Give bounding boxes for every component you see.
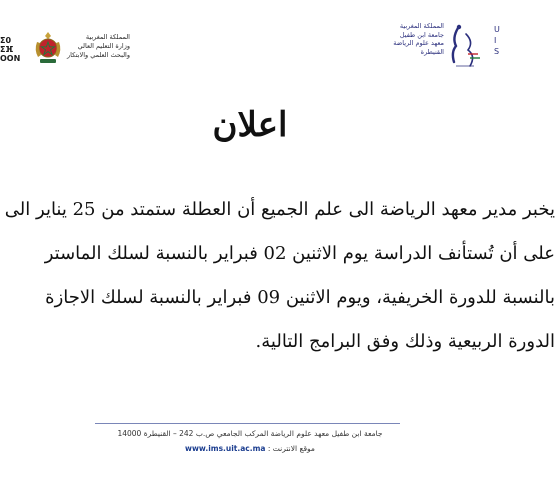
abbrev-line-1: U bbox=[494, 25, 500, 34]
notice-line-2: على أن تُستأنف الدراسة يوم الاثنين 02 فبراير بالنسبة لسلك الماستر bbox=[44, 243, 555, 264]
code-line-2: ⵉⴼ bbox=[0, 45, 14, 54]
institute-name bbox=[378, 22, 444, 56]
notice-line-1: يخبر مدير معهد الرياضة الى علم الجميع أن العطلة ستمتد من 25 يناير الى bbox=[4, 199, 555, 220]
notice-title: اعلان bbox=[212, 105, 288, 145]
institute-emblem-icon bbox=[448, 24, 482, 70]
ministry-tifinagh-code bbox=[0, 36, 20, 63]
abbrev-line-3: S bbox=[494, 47, 500, 56]
notice-line-3: بالنسبة للدورة الخريفية، ويوم الاثنين 09 فبراير بالنسبة لسلك الاجازة bbox=[45, 287, 555, 308]
abbrev-line-2: I bbox=[494, 36, 497, 45]
website-link[interactable]: www.ims.uit.ac.ma bbox=[185, 444, 266, 453]
footer-website bbox=[0, 443, 500, 454]
institute-line-1: المملكة المغربية bbox=[399, 22, 444, 30]
footer-address: جامعة ابن طفيل معهد علوم الرياضة المركب الجامعي ص.ب 242 – القنيطرة 14000 bbox=[117, 429, 383, 438]
ministry-logo bbox=[0, 30, 130, 70]
website-label: موقع الانترنت : bbox=[267, 444, 315, 453]
moroccan-coat-of-arms-icon bbox=[32, 30, 64, 66]
institute-line-4: القنيطرة bbox=[420, 47, 444, 56]
institute-logo bbox=[378, 22, 500, 82]
footer-divider bbox=[95, 423, 400, 424]
notice-body bbox=[0, 188, 555, 364]
institute-line-3: معهد علوم الرياضة bbox=[393, 39, 444, 47]
ministry-line-1: المملكة المغربية bbox=[85, 33, 130, 41]
ministry-line-2: وزارة التعليم العالي bbox=[77, 42, 130, 50]
ministry-name bbox=[66, 33, 130, 60]
code-line-1: ⵉ0 bbox=[0, 36, 12, 45]
notice-line-4: الدورة الربيعية وذلك وفق البرامج التالية. bbox=[255, 331, 555, 352]
code-line-3: OON bbox=[0, 54, 21, 63]
ministry-line-3: والبحث العلمي والابتكار bbox=[67, 51, 130, 59]
institute-abbreviation bbox=[494, 24, 500, 57]
institute-line-2: جامعة ابن طفيل bbox=[399, 30, 444, 39]
